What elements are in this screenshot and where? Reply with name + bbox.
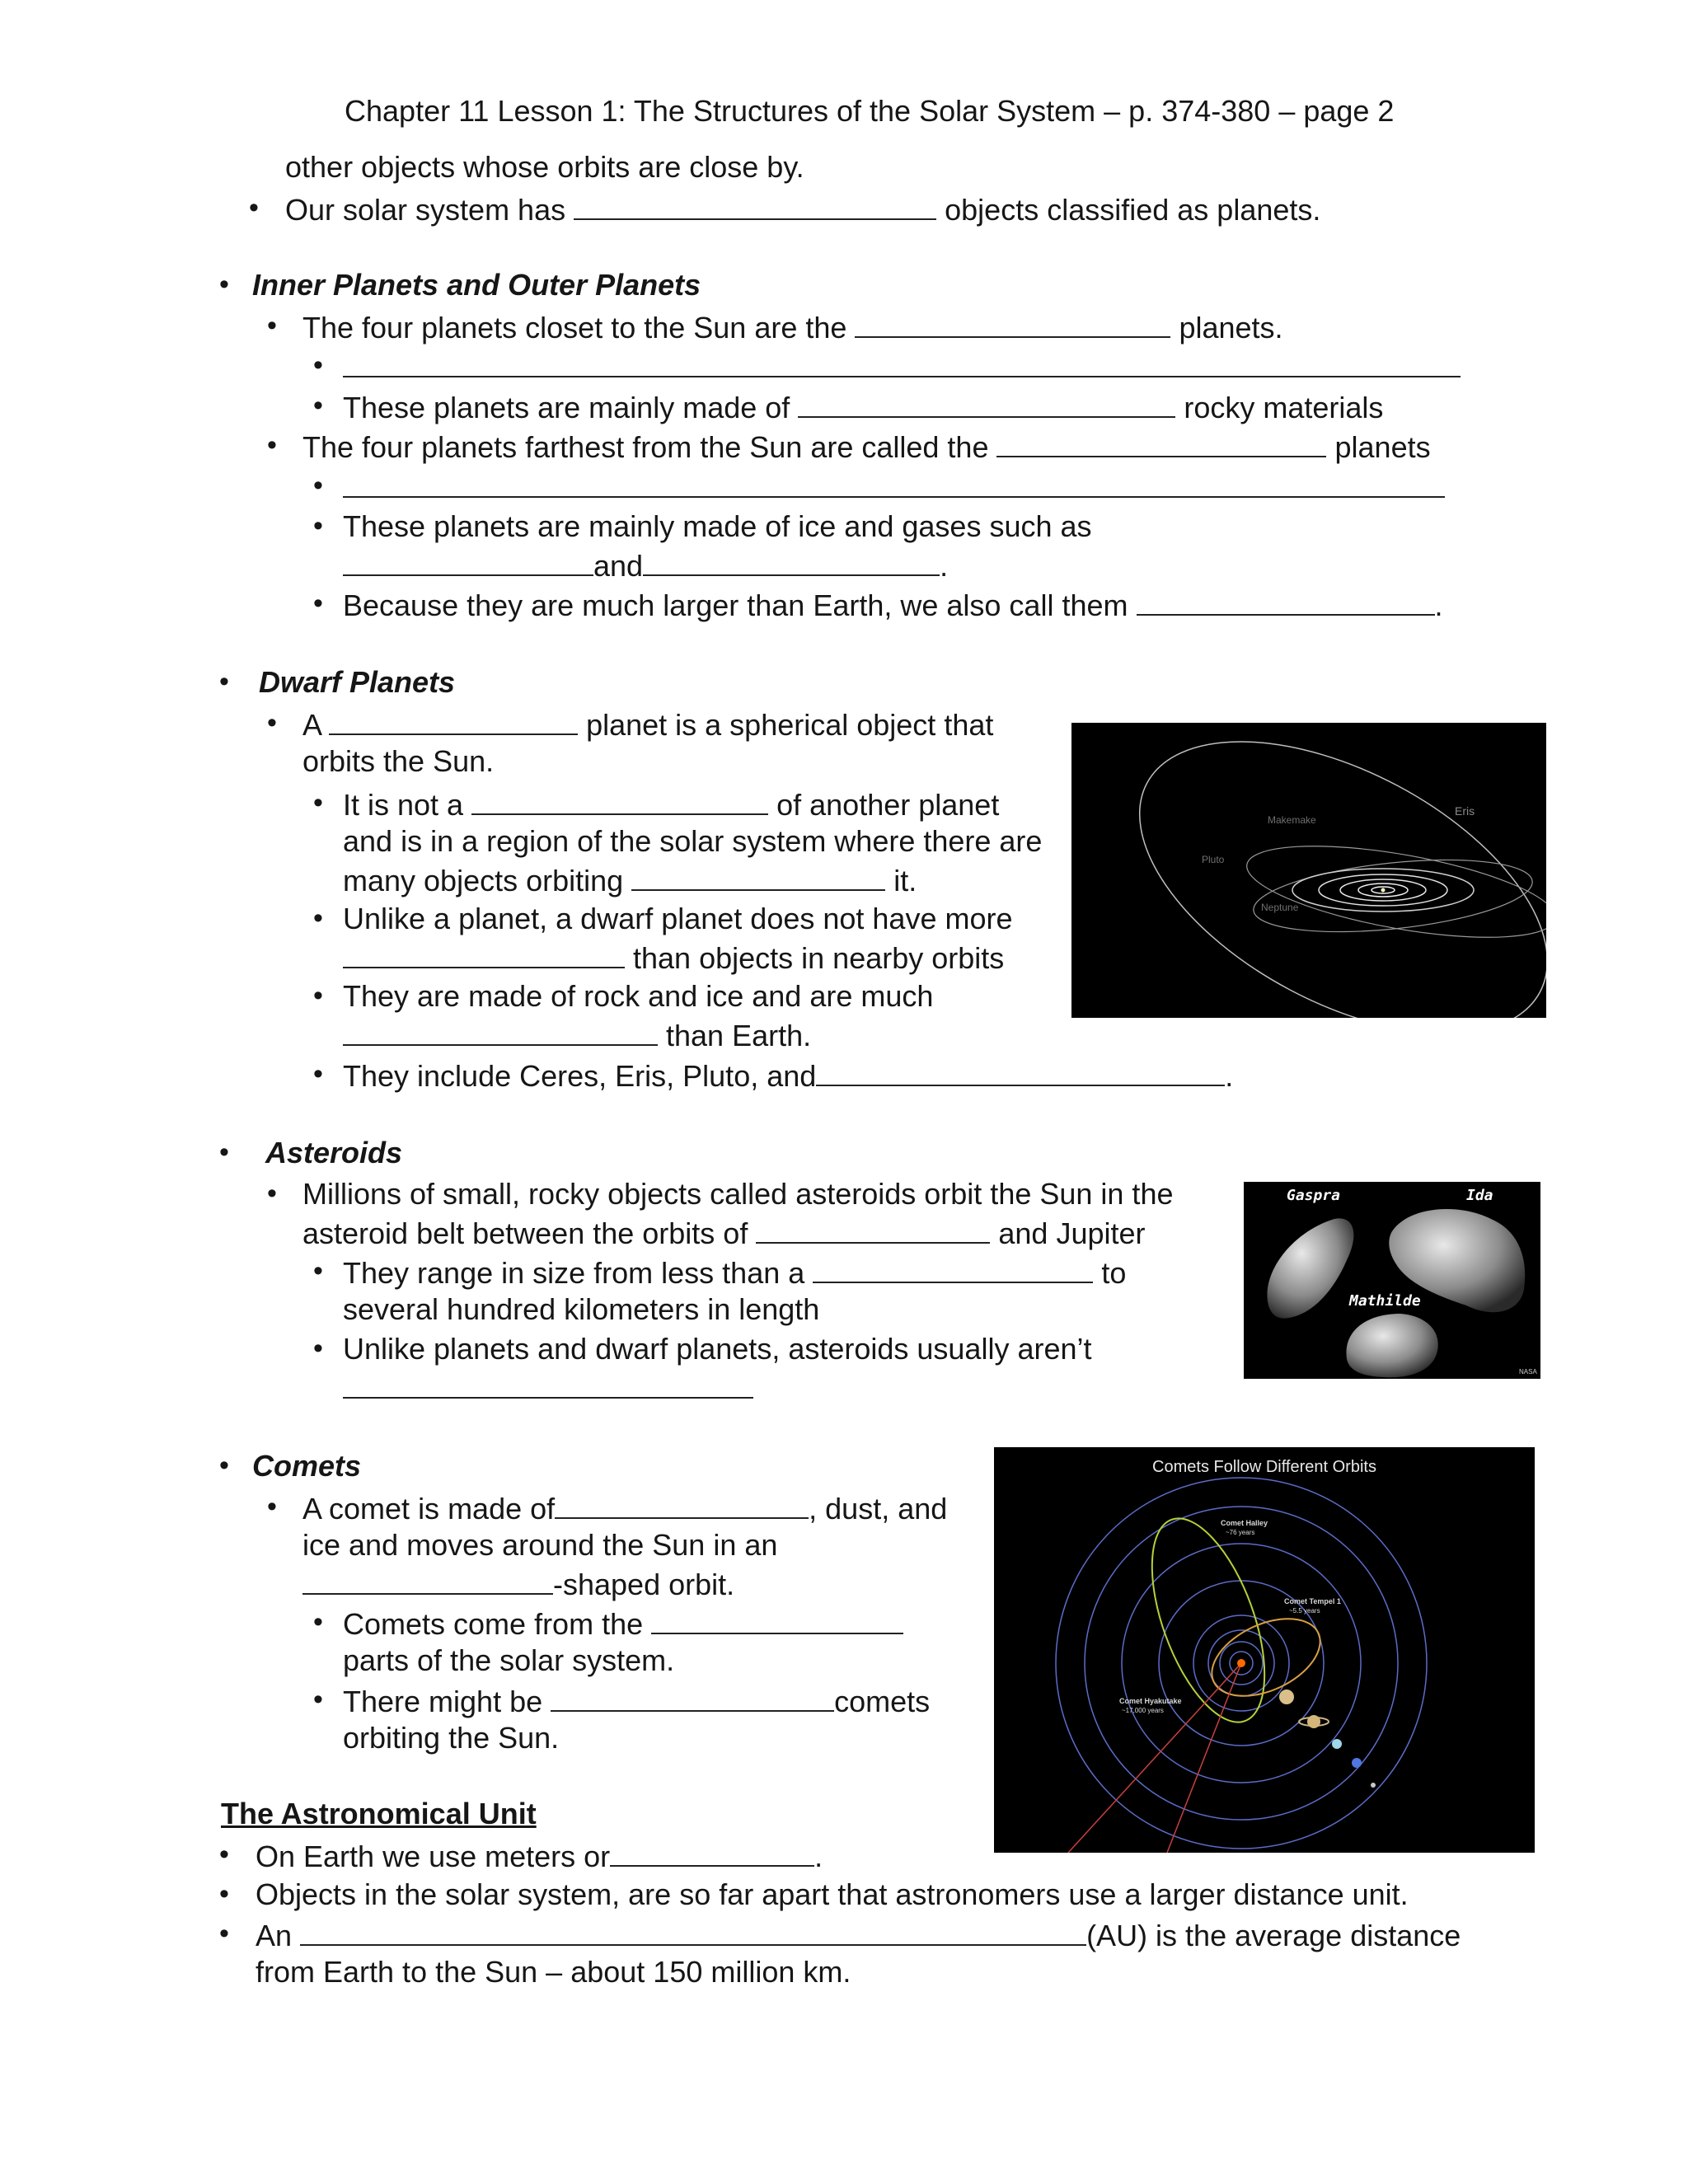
bullet: • xyxy=(267,310,277,341)
bullet: • xyxy=(219,1918,229,1949)
dwarf-line-6: Unlike a planet, a dwarf planet does not have more xyxy=(343,902,1013,935)
gas-giants-line: Because they are much larger than Earth, we also call them . xyxy=(343,588,1443,622)
blank-dwarf-orbiting[interactable] xyxy=(631,865,885,891)
comet-image-title: Comets Follow Different Orbits xyxy=(1152,1458,1376,1476)
sun xyxy=(1237,1659,1245,1667)
blank-dwarf-mass[interactable] xyxy=(343,942,625,968)
ida-label: Ida xyxy=(1466,1187,1493,1204)
hyakutake-period: ~17,000 years xyxy=(1122,1707,1164,1714)
outer-note-line xyxy=(343,471,1445,503)
asteroids-image xyxy=(1244,1182,1540,1379)
bullet: • xyxy=(313,349,323,381)
asteroids-line-4: several hundred kilometers in length xyxy=(343,1292,820,1326)
blank-planet-count[interactable] xyxy=(574,194,936,220)
asteroid-photos xyxy=(1244,1182,1540,1379)
bullet: • xyxy=(313,1333,323,1364)
blank-au-term[interactable] xyxy=(300,1919,1086,1946)
gaspra-asteroid xyxy=(1267,1218,1353,1318)
blank-dwarf-type[interactable] xyxy=(329,709,578,735)
bullet: • xyxy=(313,390,323,421)
tempel-orbit xyxy=(1200,1603,1333,1712)
bullet: • xyxy=(267,429,277,461)
inner-note-line xyxy=(343,351,1461,382)
hyakutake-orbit-2 xyxy=(1167,1663,1241,1853)
bullet: • xyxy=(313,980,323,1011)
au-line-3: An (AU) is the average distance xyxy=(256,1919,1461,1952)
blank-comet-material[interactable] xyxy=(555,1493,809,1519)
halley-label: Comet Halley xyxy=(1221,1519,1268,1527)
intro-continuation: other objects whose orbits are close by. xyxy=(285,150,804,184)
bullet: • xyxy=(219,1878,229,1910)
section-heading-asteroids: Asteroids xyxy=(265,1136,403,1169)
dwarf-line-1: A planet is a spherical object that xyxy=(302,708,994,742)
asteroids-line-5: Unlike planets and dwarf planets, asteroids usually aren’t xyxy=(343,1332,1092,1366)
bullet: • xyxy=(313,1058,323,1090)
tempel-label: Comet Tempel 1 xyxy=(1284,1597,1341,1605)
blank-gas-1[interactable] xyxy=(343,550,593,576)
asteroids-line-1: Millions of small, rocky objects called asteroids orbit the Sun in the xyxy=(302,1177,1174,1211)
blank-asteroid-belt[interactable] xyxy=(756,1217,990,1244)
dwarf-line-5: many objects orbiting it. xyxy=(343,864,917,898)
blank-inner-planets[interactable] xyxy=(855,312,1170,338)
bullet: • xyxy=(313,1606,323,1638)
bullet: • xyxy=(313,902,323,934)
au-line-1: On Earth we use meters or . xyxy=(256,1840,823,1873)
intro-planet-count: Our solar system has objects classified as planets. xyxy=(285,193,1321,227)
mathilde-label: Mathilde xyxy=(1349,1292,1421,1310)
hyakutake-orbit-1 xyxy=(1068,1663,1241,1853)
blank-asteroid-shape[interactable] xyxy=(343,1372,753,1399)
saturn xyxy=(1307,1715,1320,1728)
comets-line-7: orbiting the Sun. xyxy=(343,1721,560,1755)
pluto xyxy=(1371,1783,1376,1788)
hyakutake-label: Comet Hyakutake xyxy=(1119,1697,1182,1705)
tempel-period: ~5.5 years xyxy=(1289,1607,1320,1615)
blank-comet-origin[interactable] xyxy=(651,1608,903,1634)
au-line-2: Objects in the solar system, are so far apart that astronomers use a larger distance unit. xyxy=(256,1877,1409,1911)
section-heading-dwarf: Dwarf Planets xyxy=(259,665,456,699)
pluto-label: Pluto xyxy=(1202,854,1225,865)
dwarf-planet-orbits-image xyxy=(1071,723,1546,1018)
au-line-4: from Earth to the Sun – about 150 million km. xyxy=(256,1955,851,1989)
blank-dwarf-not[interactable] xyxy=(471,789,768,815)
bullet: • xyxy=(219,1450,229,1481)
neptune xyxy=(1352,1758,1362,1768)
bullet: • xyxy=(267,1491,277,1522)
bullet: • xyxy=(219,1137,229,1168)
eris-orbit xyxy=(1093,723,1546,1018)
blank-outer-note[interactable] xyxy=(343,471,1445,498)
orbit-diagram xyxy=(1071,723,1546,1018)
comets-line-6: There might be comets xyxy=(343,1685,931,1718)
outer-gases-line: These planets are mainly made of ice and gases such as xyxy=(343,509,1092,543)
blank-dwarf-examples[interactable] xyxy=(816,1060,1225,1086)
section-heading-comets: Comets xyxy=(252,1449,362,1483)
bullet: • xyxy=(219,269,229,300)
comet-orbit-diagram xyxy=(994,1447,1535,1853)
asteroids-line-3: They range in size from less than a to xyxy=(343,1256,1127,1290)
comet-orbits-image xyxy=(994,1447,1535,1853)
inner-planets-line: The four planets closet to the Sun are the planets. xyxy=(302,311,1283,344)
asteroids-line-2: asteroid belt between the orbits of and Jupiter xyxy=(302,1216,1146,1250)
makemake-label: Makemake xyxy=(1268,814,1316,826)
bullet: • xyxy=(313,1255,323,1286)
blank-comet-count[interactable] xyxy=(551,1685,834,1712)
blank-outer-planets[interactable] xyxy=(996,431,1326,457)
dwarf-line-2: orbits the Sun. xyxy=(302,744,495,778)
eris-label: Eris xyxy=(1455,804,1475,818)
dwarf-line-7: than objects in nearby orbits xyxy=(343,942,1004,973)
dwarf-line-10: They include Ceres, Eris, Pluto, and . xyxy=(343,1059,1234,1093)
blank-comet-orbit-shape[interactable] xyxy=(302,1568,553,1595)
bullet: • xyxy=(313,787,323,818)
blank-inner-material[interactable] xyxy=(798,391,1175,418)
blank-asteroid-size[interactable] xyxy=(813,1257,1093,1283)
dwarf-line-4: and is in a region of the solar system where there are xyxy=(343,824,1043,858)
sun xyxy=(1381,888,1386,893)
page-header: Chapter 11 Lesson 1: The Structures of the Solar System – p. 374-380 – page 2 xyxy=(345,94,1395,128)
blank-gas-giants[interactable] xyxy=(1137,589,1435,616)
dwarf-line-3: It is not a of another planet xyxy=(343,788,1000,822)
bullet: • xyxy=(267,707,277,738)
dwarf-line-8: They are made of rock and ice and are much xyxy=(343,979,934,1013)
uranus xyxy=(1332,1739,1342,1749)
comets-line-5: parts of the solar system. xyxy=(343,1643,675,1677)
nasa-credit: NASA xyxy=(1519,1368,1537,1376)
bullet: • xyxy=(313,588,323,619)
bullet: • xyxy=(219,1839,229,1870)
halley-period: ~76 years xyxy=(1226,1529,1255,1536)
outer-planets-line: The four planets farthest from the Sun are called the planets xyxy=(302,430,1431,464)
neptune-label: Neptune xyxy=(1261,902,1299,913)
mathilde-asteroid xyxy=(1346,1314,1437,1377)
blank-gas-2[interactable] xyxy=(643,550,940,576)
inner-material-line: These planets are mainly made of rocky materials xyxy=(343,391,1384,424)
comets-line-1: A comet is made of , dust, and xyxy=(302,1492,948,1526)
gaspra-label: Gaspra xyxy=(1287,1187,1341,1204)
comets-line-4: Comets come from the xyxy=(343,1608,903,1639)
bullet: • xyxy=(313,1684,323,1715)
bullet: • xyxy=(313,510,323,541)
section-heading-au: The Astronomical Unit xyxy=(221,1797,537,1830)
jupiter xyxy=(1279,1690,1294,1704)
outer-gases-blanks: and . xyxy=(343,550,948,581)
blank-inner-note[interactable] xyxy=(343,351,1461,377)
bullet: • xyxy=(219,666,229,697)
bullet: • xyxy=(313,470,323,501)
asteroids-line-6 xyxy=(343,1372,753,1404)
blank-metric-unit[interactable] xyxy=(610,1840,814,1867)
comets-line-3: -shaped orbit. xyxy=(302,1568,734,1600)
section-heading-inner-outer: Inner Planets and Outer Planets xyxy=(252,268,701,302)
bullet: • xyxy=(249,192,259,223)
dwarf-line-9: than Earth. xyxy=(343,1019,811,1051)
bullet: • xyxy=(267,1178,277,1209)
comets-line-2: ice and moves around the Sun in an xyxy=(302,1528,778,1562)
blank-dwarf-size[interactable] xyxy=(343,1019,658,1046)
